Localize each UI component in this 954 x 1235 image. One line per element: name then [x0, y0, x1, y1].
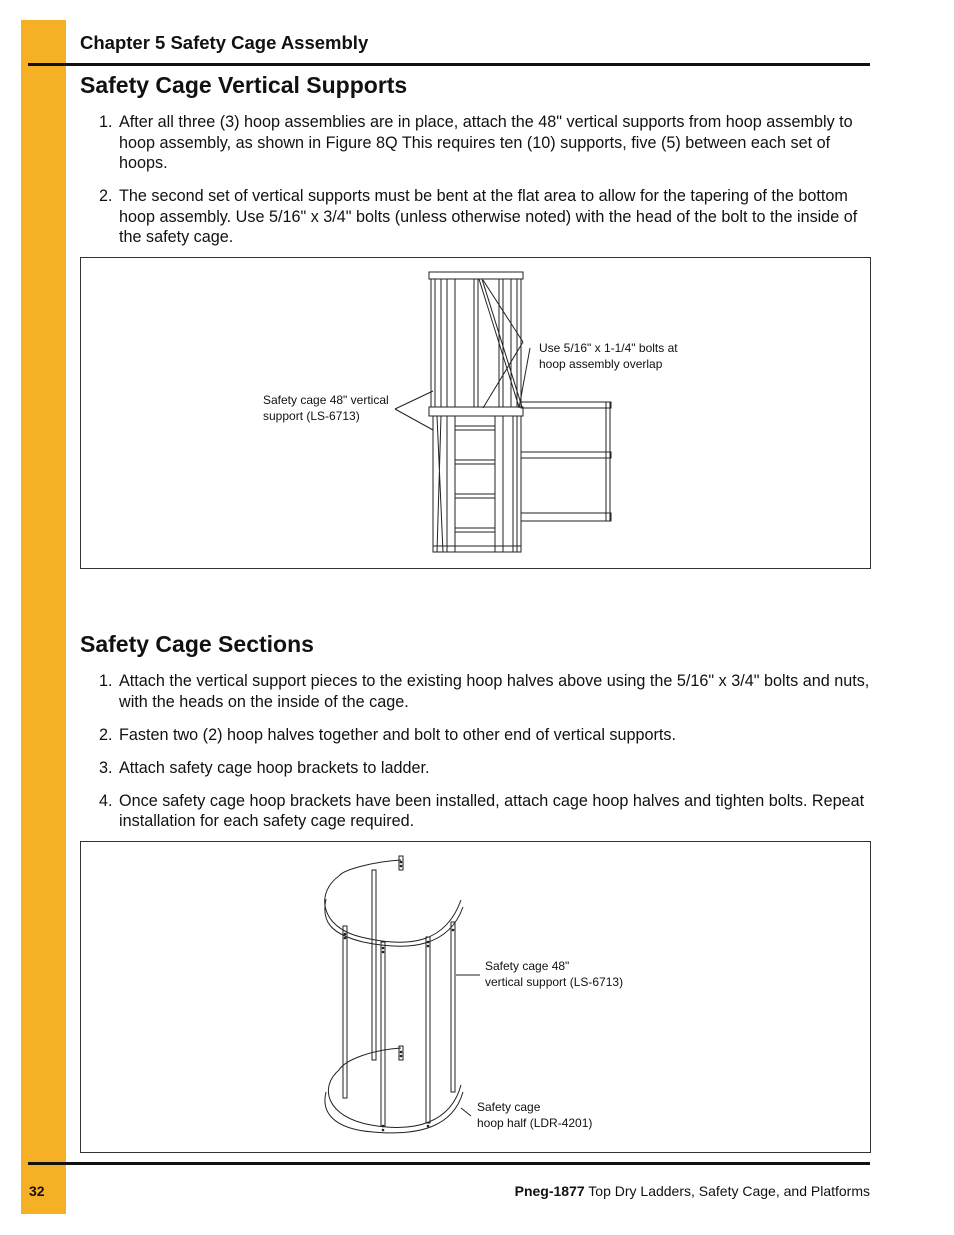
list-item: 4. Once safety cage hoop brackets have been installed, attach cage hoop halves and tighten bolts. Repeat installation for each safety cage required. — [99, 791, 865, 830]
page-number: 32 — [29, 1183, 45, 1199]
figure-vertical-supports — [80, 257, 871, 569]
chapter-heading: Chapter 5 Safety Cage Assembly — [80, 32, 369, 53]
list-item: 1. After all three (3) hoop assemblies are in place, attach the 48" vertical supports from hoop assembly to hoop assembly, as shown in Figure 8Q This requires ten (10) supports, five (5) between each set of hoops. — [99, 113, 853, 172]
section-title-vertical-supports: Safety Cage Vertical Supports — [80, 72, 408, 98]
section-title-cage-sections: Safety Cage Sections — [80, 631, 314, 657]
vertical-support-callout-2: Safety cage 48" vertical support (LS-6713) — [485, 959, 624, 989]
list-item: 3. Attach safety cage hoop brackets to ladder. — [99, 758, 430, 777]
figure-cage-sections — [80, 841, 871, 1153]
header-rule — [28, 63, 870, 66]
cage-section-drawing — [81, 842, 870, 1152]
vertical-support-callout: Safety cage 48" vertical support (LS-6713) — [263, 393, 389, 423]
footer-doc-title: Pneg-1877 Top Dry Ladders, Safety Cage, and Platforms — [514, 1183, 870, 1199]
vertical-supports-steps — [80, 112, 870, 260]
cage-sections-steps — [80, 671, 870, 844]
bolts-callout: Use 5/16" x 1-1/4" bolts at hoop assembly overlap — [539, 341, 678, 371]
list-item: 2. The second set of vertical supports must be bent at the flat area to allow for the tapering of the bottom hoop assembly. Use 5/16" x 3/4" bolts (unless otherwise noted) with the head of the bolt to the inside of the safety cage. — [99, 187, 858, 246]
list-item: 2. Fasten two (2) hoop halves together and bolt to other end of vertical supports. — [99, 725, 676, 744]
footer-rule — [28, 1162, 870, 1165]
hoop-half-callout: Safety cage hoop half (LDR-4201) — [477, 1100, 593, 1130]
list-item: 1. Attach the vertical support pieces to the existing hoop halves above using the 5/16" x 3/4" bolts and nuts, with the heads on the inside of the cage. — [99, 672, 870, 711]
ladder-cage-drawing — [81, 258, 870, 568]
chapter-sidebar-bar — [21, 20, 66, 1214]
